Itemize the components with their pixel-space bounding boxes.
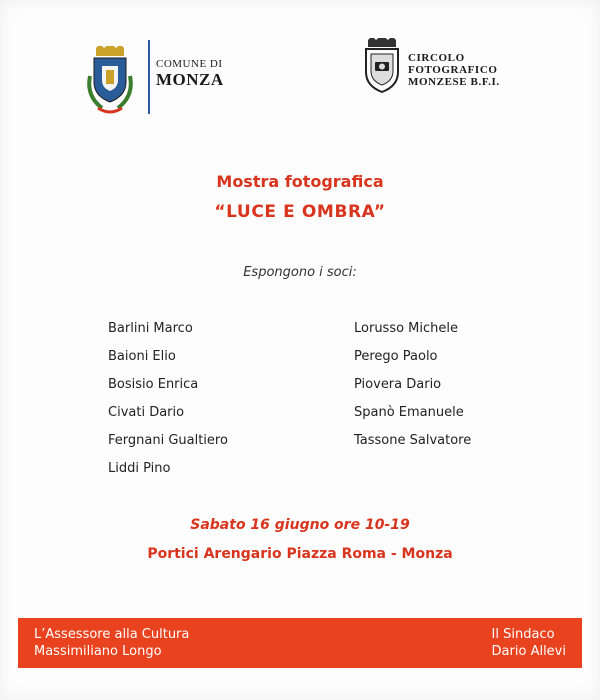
- monza-label: MONZA: [156, 70, 224, 89]
- member-name: Bosisio Enrica: [108, 377, 199, 392]
- monza-crest-icon: [84, 46, 136, 116]
- member-name: Fergnani Gualtiero: [108, 433, 228, 448]
- member-name: Baioni Elio: [108, 349, 176, 364]
- assessore-name: Massimiliano Longo: [34, 644, 162, 659]
- event-date-time: Sabato 16 giugno ore 10-19: [190, 517, 410, 533]
- circolo-badge-icon: [362, 38, 402, 94]
- circolo-name: [408, 52, 500, 88]
- sindaco-role: Il Sindaco: [491, 627, 555, 642]
- member-name: Spanò Emanuele: [354, 405, 464, 420]
- logo-divider: [148, 40, 150, 114]
- circolo-line3: MONZESE B.F.I.: [408, 76, 500, 88]
- comune-di-label: COMUNE DI: [156, 58, 223, 70]
- exhibitors-intro: Espongono i soci:: [243, 265, 357, 280]
- member-name: Perego Paolo: [354, 349, 438, 364]
- circolo-line1: CIRCOLO: [408, 52, 465, 64]
- event-location: Portici Arengario Piazza Roma - Monza: [147, 546, 453, 562]
- member-name: Lorusso Michele: [354, 321, 459, 336]
- member-name: Civati Dario: [108, 405, 185, 420]
- members-right-column: [354, 320, 471, 460]
- sindaco-name: Dario Allevi: [491, 644, 566, 659]
- circolo-fotografico-logo: [360, 38, 560, 98]
- footer-assessore: [34, 626, 189, 660]
- event-subtitle: “LUCE E OMBRA”: [214, 202, 386, 222]
- circolo-line2: FOTOGRAFICO: [408, 64, 498, 76]
- assessore-role: L’Assessore alla Cultura: [34, 627, 190, 642]
- comune-di-monza-logo: [80, 38, 240, 118]
- members-left-column: [108, 320, 228, 488]
- member-name: Tassone Salvatore: [354, 433, 472, 448]
- member-name: Liddi Pino: [108, 461, 171, 476]
- footer-band: [18, 618, 582, 668]
- event-title: Mostra fotografica: [216, 172, 384, 191]
- footer-sindaco: [492, 626, 566, 660]
- member-name: Barlini Marco: [108, 321, 193, 336]
- member-name: Piovera Dario: [354, 377, 442, 392]
